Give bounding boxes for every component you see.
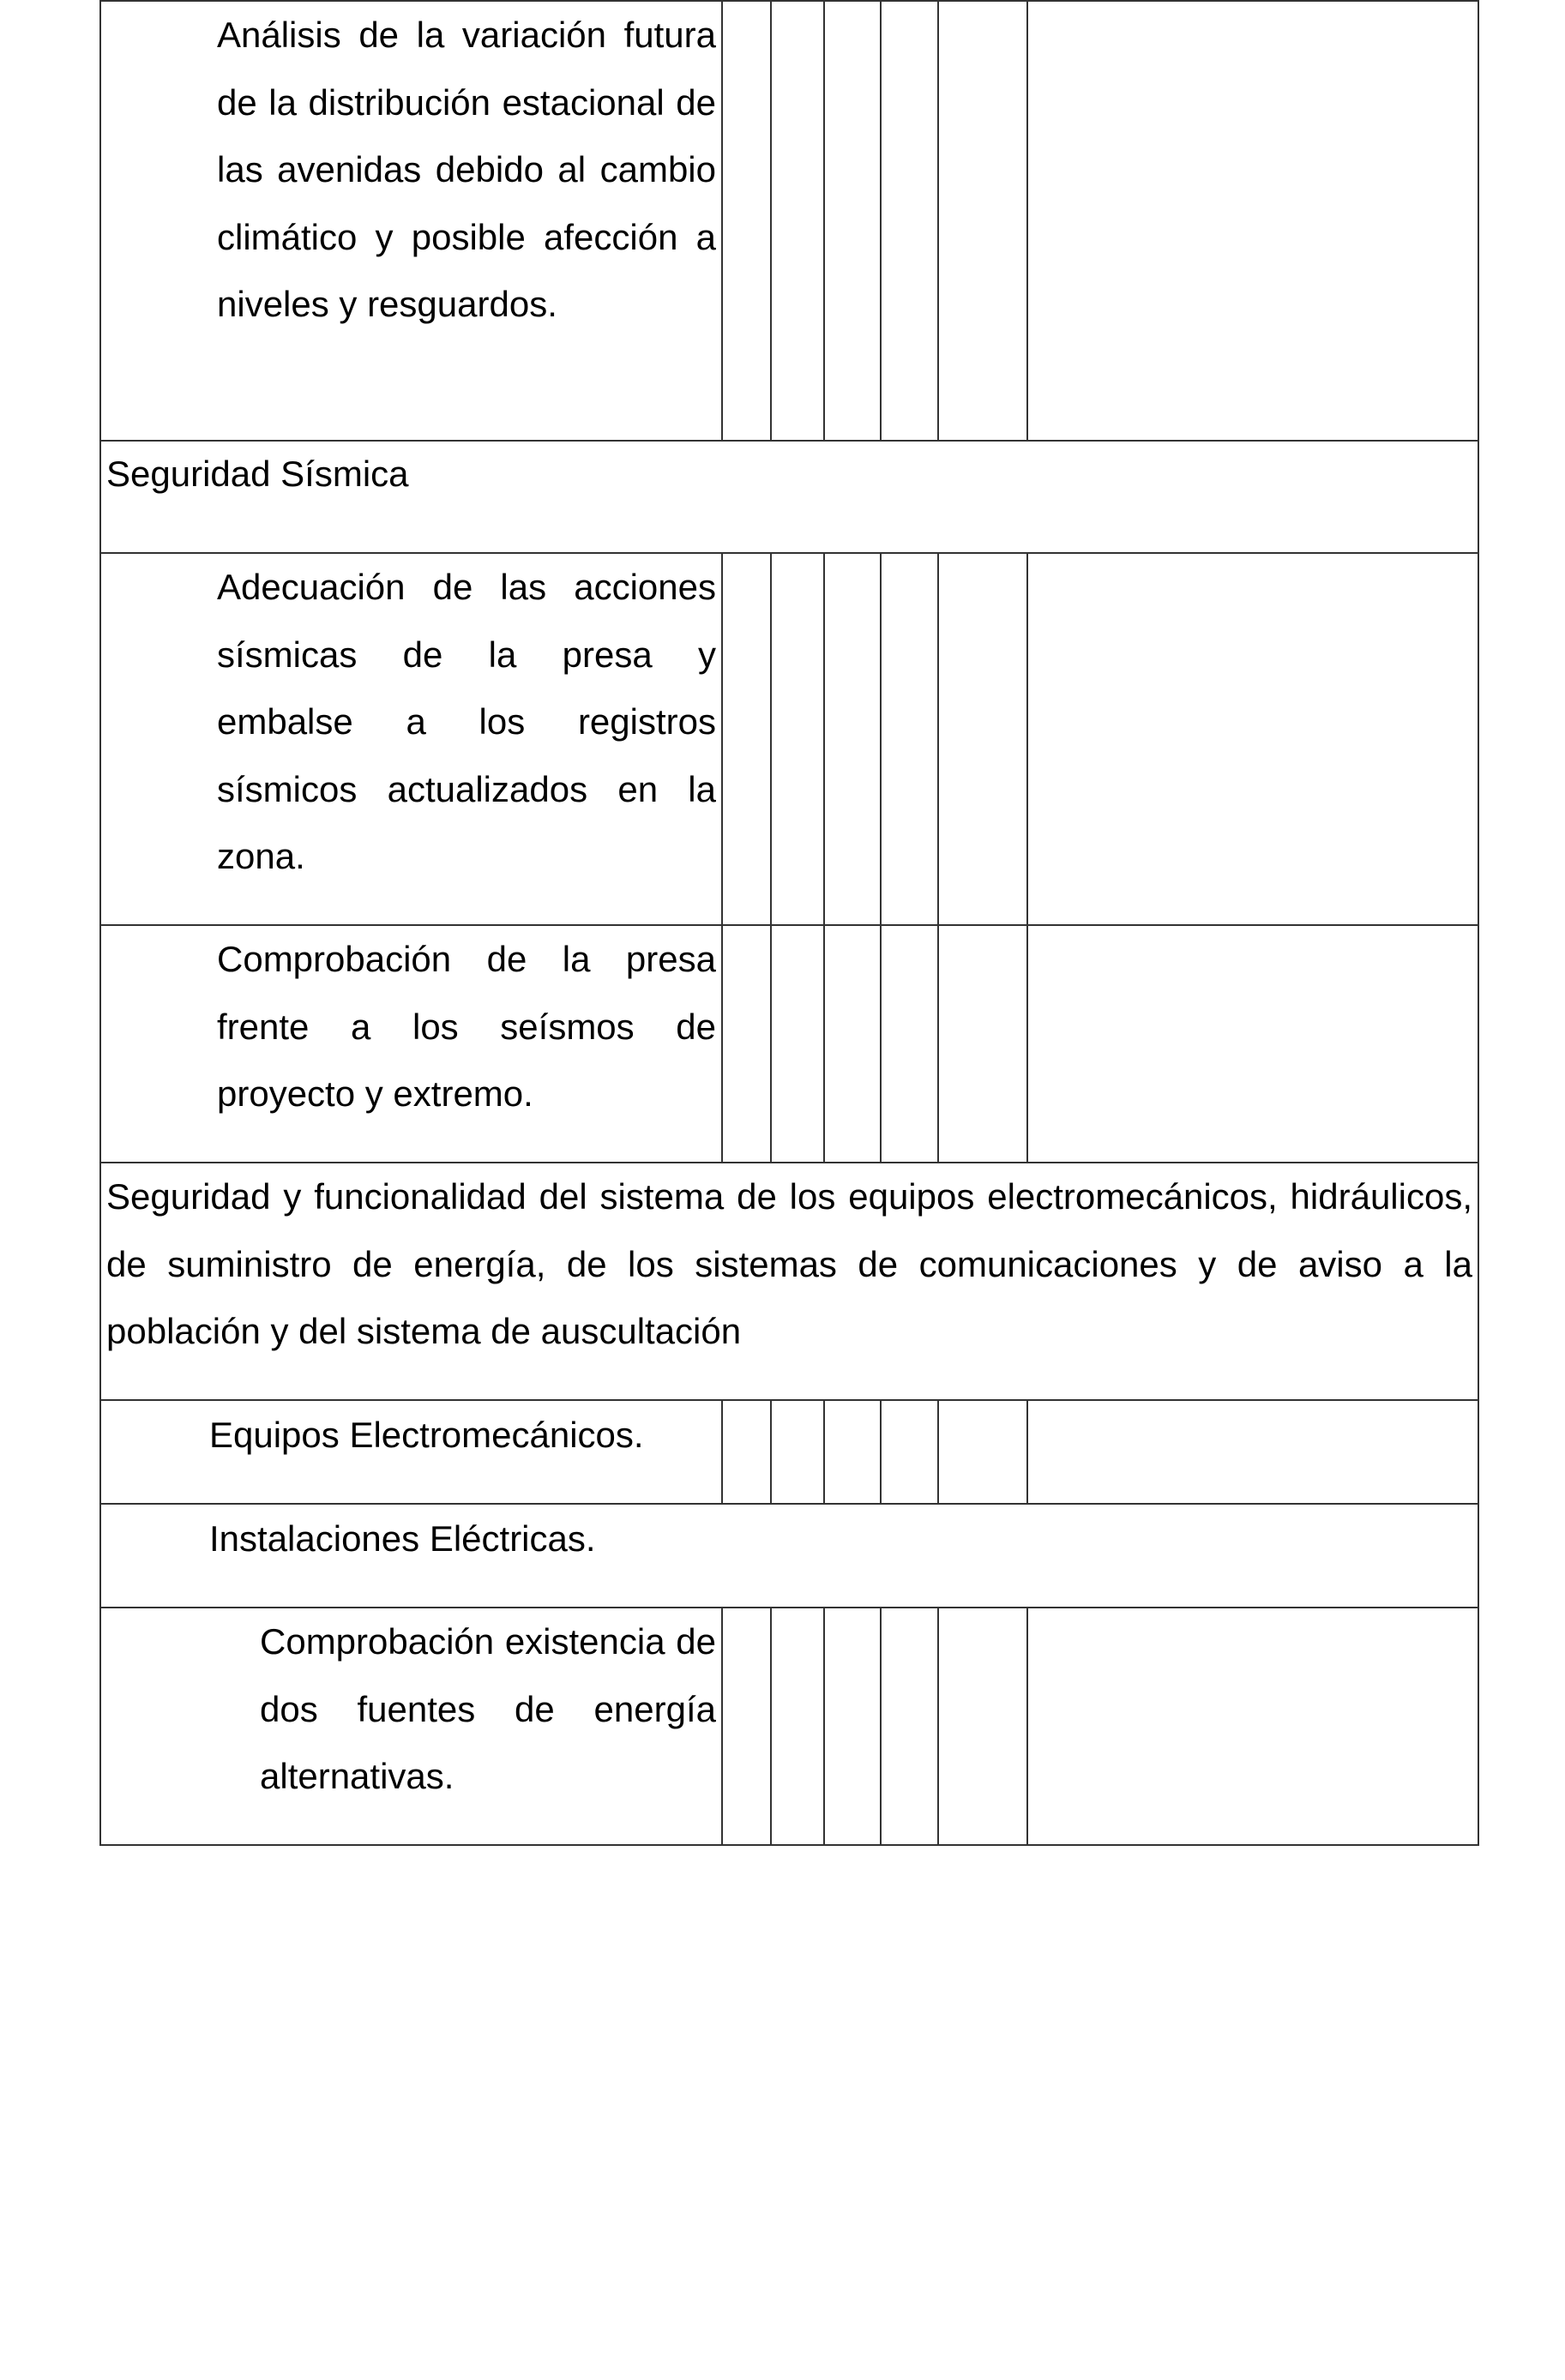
check-cell: [824, 553, 881, 925]
section-row: [100, 1163, 1478, 1400]
checklist-table: [99, 0, 1479, 1846]
check-cell: [938, 1, 1027, 441]
observations-cell: [1027, 553, 1478, 925]
subsection-title: Instalaciones Eléctricas.: [209, 1518, 596, 1559]
check-cell: [771, 1608, 824, 1845]
item-text: Análisis de la variación futura de la distribución estacional de las avenidas debido al cambio climático y posible afección a niveles y resguardos.: [217, 15, 716, 324]
check-cell: [771, 1, 824, 441]
check-cell: [722, 1608, 771, 1845]
subsection-row: [100, 1504, 1478, 1608]
check-cell: [938, 1608, 1027, 1845]
observations-cell: [1027, 1400, 1478, 1504]
check-cell: [881, 925, 938, 1163]
check-cell: [771, 553, 824, 925]
item-text: Comprobación de la presa frente a los seísmos de proyecto y extremo.: [217, 939, 716, 1114]
section-heading: [100, 441, 1478, 553]
check-cell: [771, 925, 824, 1163]
check-cell: [881, 1, 938, 441]
check-cell: [722, 1, 771, 441]
item-text: Adecuación de las acciones sísmicas de la presa y embalse a los registros sísmicos actualizados en la zona.: [217, 567, 716, 876]
item-text: Equipos Electromecánicos.: [209, 1415, 644, 1455]
section-title: Seguridad Sísmica: [106, 454, 409, 494]
table-row: [100, 1400, 1478, 1504]
observations-cell: [1027, 1, 1478, 441]
check-cell: [722, 553, 771, 925]
item-cell: [100, 1400, 722, 1504]
item-cell: [100, 1, 722, 441]
table-row: [100, 553, 1478, 925]
check-cell: [722, 1400, 771, 1504]
subsection-heading: [100, 1504, 1478, 1608]
table-row: [100, 925, 1478, 1163]
check-cell: [824, 1400, 881, 1504]
section-row: [100, 441, 1478, 553]
check-cell: [881, 1608, 938, 1845]
item-cell: [100, 925, 722, 1163]
check-cell: [938, 1400, 1027, 1504]
check-cell: [824, 1, 881, 441]
check-cell: [881, 553, 938, 925]
item-text: Comprobación existencia de dos fuentes de energía alternativas.: [260, 1621, 716, 1796]
table-row: [100, 1608, 1478, 1845]
check-cell: [938, 925, 1027, 1163]
check-cell: [824, 1608, 881, 1845]
check-cell: [938, 553, 1027, 925]
observations-cell: [1027, 925, 1478, 1163]
observations-cell: [1027, 1608, 1478, 1845]
check-cell: [881, 1400, 938, 1504]
section-title: Seguridad y funcionalidad del sistema de los equipos electromecánicos, hidráulicos, de suministro de energía, de los sistemas de comunicaciones y de aviso a la población y del sistema de auscultación: [106, 1176, 1472, 1351]
table-row: [100, 1, 1478, 441]
check-cell: [824, 925, 881, 1163]
check-cell: [771, 1400, 824, 1504]
item-cell: [100, 1608, 722, 1845]
check-cell: [722, 925, 771, 1163]
section-heading: [100, 1163, 1478, 1400]
item-cell: [100, 553, 722, 925]
